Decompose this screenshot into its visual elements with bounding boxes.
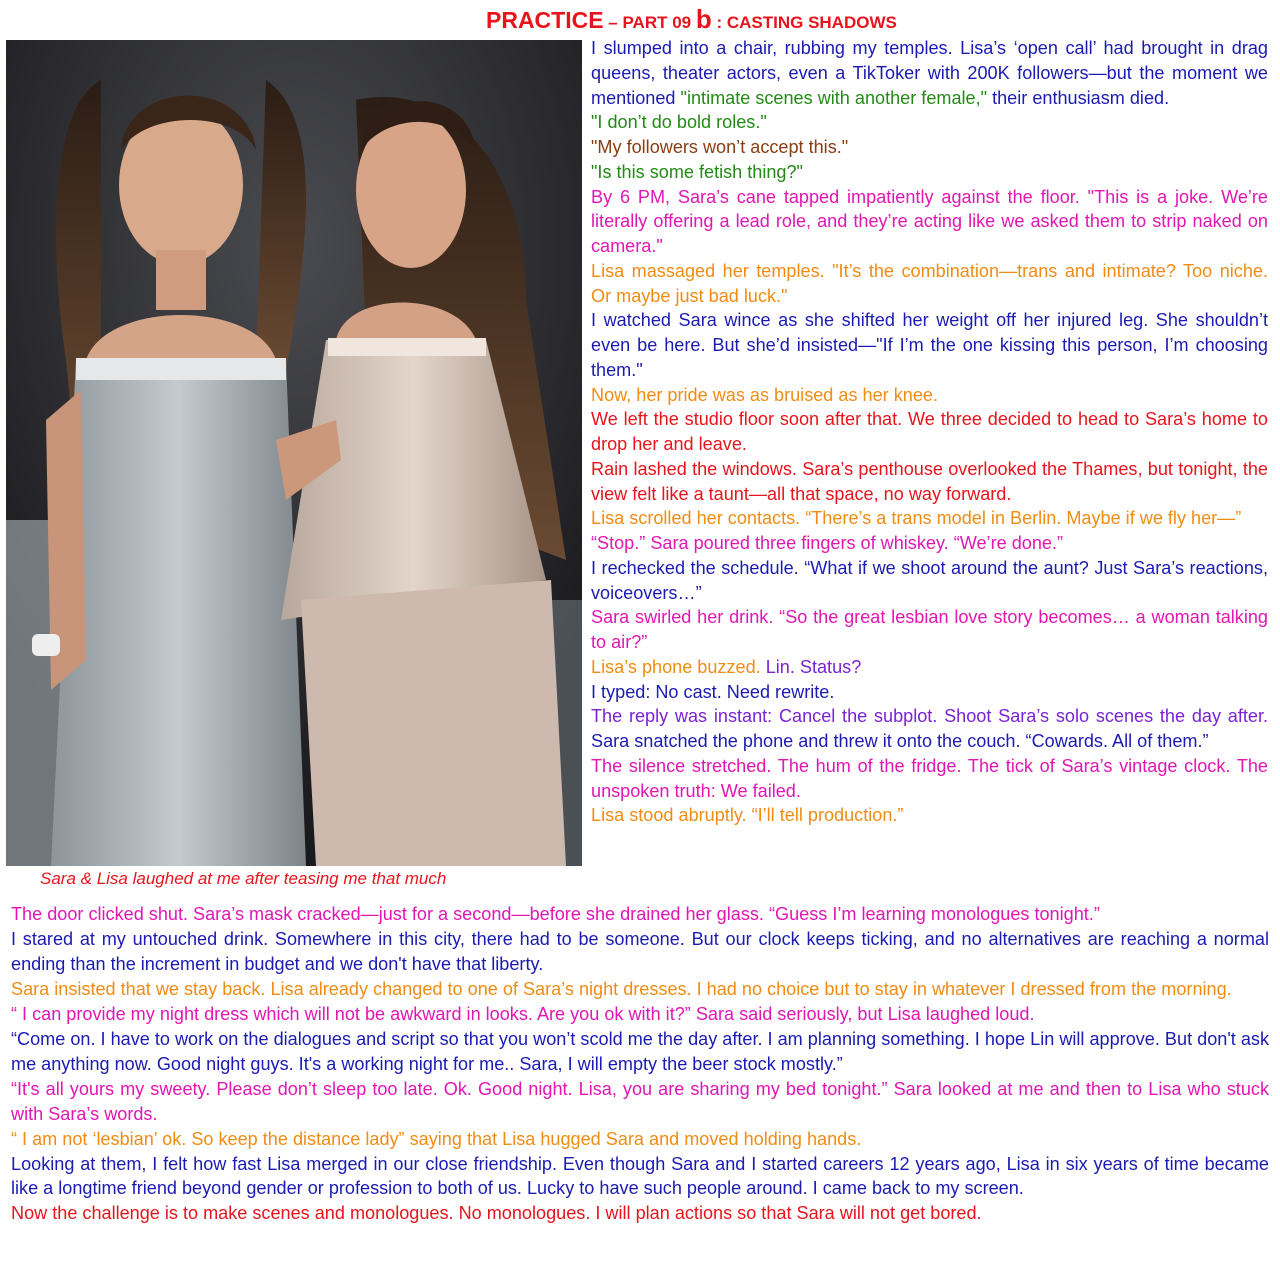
paragraph [591, 36, 1268, 110]
paragraph [591, 655, 1268, 680]
paragraph: Now, her pride was as bruised as her knee. [591, 384, 938, 405]
paragraph: “ I am not ‘lesbian’ ok. So keep the distance lady” saying that Lisa hugged Sara and moved holding hands. [11, 1128, 862, 1149]
bottom-text-section [11, 902, 1269, 1226]
story-photo [6, 40, 582, 866]
photo-caption: Sara & Lisa laughed at me after teasing me that much [40, 869, 447, 888]
paragraph: "I don’t do bold roles." [591, 112, 767, 133]
paragraph: “Stop.” Sara poured three fingers of whiskey. “We’re done.” [591, 533, 1064, 553]
title-part-number: – PART 09 [603, 13, 696, 32]
page-title [486, 4, 1186, 34]
paragraph: We left the studio floor soon after that. We three decided to head to Sara’s home to drop her and leave. [591, 409, 1268, 454]
title-subtitle: : CASTING SHADOWS [711, 13, 897, 32]
text-run: "intimate scenes with another female," [680, 87, 988, 108]
paragraph: I rechecked the schedule. “What if we shoot around the aunt? Just Sara’s reactions, voiceovers…” [591, 557, 1268, 603]
paragraph: Now the challenge is to make scenes and monologues. No monologues. I will plan actions so that Sara will not get bored. [11, 1203, 982, 1224]
paragraph [591, 704, 1268, 754]
text-run: Lisa’s phone buzzed. [591, 656, 766, 677]
paragraph: I watched Sara wince as she shifted her weight off her injured leg. She shouldn’t even be here. But she’d insisted—"If I’m the one kissing this person, I’m choosing them." [591, 310, 1268, 380]
paragraph: Looking at them, I felt how fast Lisa merged in our close friendship. Even though Sara and I started careers 12 years ago, Lisa in six years of time became like a longtime friend beyond gender or profession to both of us. Lucky to have such people around. I came back to my screen. [11, 1153, 1269, 1199]
paragraph: "Is this some fetish thing?" [591, 161, 803, 182]
paragraph: Lisa stood abruptly. “I’ll tell production.” [591, 805, 904, 826]
text-run: their enthusiasm died. [987, 87, 1170, 108]
paragraph: I stared at my untouched drink. Somewhere in this city, there had to be someone. But our clock keeps ticking, and no alternatives are reaching a normal ending than the increment in budget and we don't have that liberty. [11, 928, 1269, 974]
right-text-column [591, 36, 1268, 828]
paragraph: “Come on. I have to work on the dialogues and script so that you won’t scold me the day after. I am planning something. I hope Lin will approve. But don't ask me anything now. Good night guys. It's a working night for me.. Sara, I will empty the beer stock mostly.” [11, 1028, 1269, 1074]
paragraph: Rain lashed the windows. Sara’s penthouse overlooked the Thames, but tonight, the view felt like a taunt—all that space, no way forward. [591, 458, 1268, 504]
text-run: The reply was instant: Cancel the subplot. Shoot Sara’s solo scenes the day after. [591, 706, 1268, 727]
paragraph: The door clicked shut. Sara’s mask cracked—just for a second—before she drained her glass. “Guess I’m learning monologues tonight.” [11, 904, 1100, 924]
paragraph: Sara swirled her drink. “So the great lesbian love story becomes… a woman talking to air?” [591, 607, 1268, 652]
paragraph: Lisa scrolled her contacts. “There’s a trans model in Berlin. Maybe if we fly her—” [591, 508, 1242, 529]
text-run: I slumped into a chair, rubbing my temples. Lisa’s ‘open call’ had brought in drag queens, theater actors, even a TikToker with 200K followers—but the moment we mentioned [591, 38, 1268, 108]
paragraph: By 6 PM, Sara’s cane tapped impatiently against the floor. "This is a joke. We’re literally offering a lead role, and they’re acting like we asked them to strip naked on camera." [591, 186, 1268, 256]
paragraph: I typed: No cast. Need rewrite. [591, 681, 835, 702]
title-practice: PRACTICE [486, 7, 604, 33]
title-part-letter: b [695, 4, 712, 34]
paragraph: Lisa massaged her temples. "It’s the combination—trans and intimate? Too niche. Or maybe just bad luck." [591, 260, 1268, 306]
paragraph: The silence stretched. The hum of the fridge. The tick of Sara’s vintage clock. The unspoken truth: We failed. [591, 755, 1268, 801]
paragraph: “ I can provide my night dress which will not be awkward in looks. Are you ok with it?” Sara said seriously, but Lisa laughed loud. [11, 1003, 1035, 1024]
photo-illustration [6, 40, 582, 866]
paragraph: "My followers won’t accept this." [591, 137, 849, 157]
paragraph: “It's all yours my sweety. Please don’t sleep too late. Ok. Good night. Lisa, you are sharing my bed tonight.” Sara looked at me and then to Lisa who stuck with Sara’s words. [11, 1078, 1269, 1124]
text-run: Lin. Status? [765, 656, 862, 677]
paragraph: Sara insisted that we stay back. Lisa already changed to one of Sara’s night dresses. I had no choice but to stay in whatever I dressed from the morning. [11, 978, 1232, 999]
text-run: Sara snatched the phone and threw it onto the couch. “Cowards. All of them.” [591, 731, 1209, 751]
